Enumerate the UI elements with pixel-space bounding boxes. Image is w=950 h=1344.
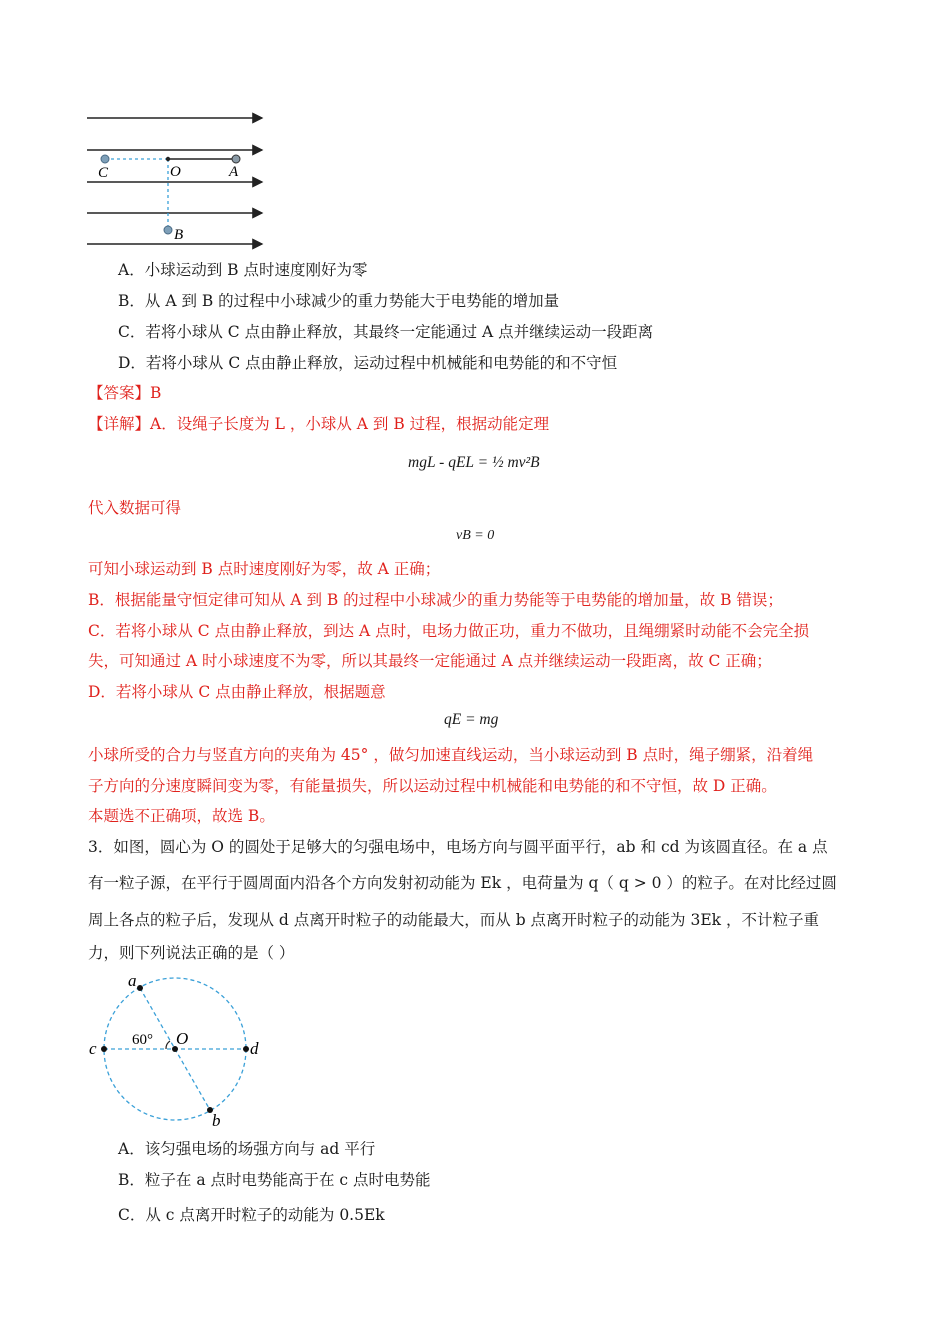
question-3-stem: 有一粒子源，在平行于圆周面内沿各个方向发射初动能为 Ek ，电荷量为 q（ q > 0 ）的粒子。在对比经过圆 [88,874,837,892]
detail-line: 失，可知通过 A 时小球速度不为零，所以其最终一定能通过 A 点并继续运动一段距离，故 C 正确； [88,652,772,670]
option-c: C．从 c 点离开时粒子的动能为 0.5Ek [118,1206,385,1224]
label-a: a [128,972,137,990]
question-3-stem: 3．如图，圆心为 O 的圆处于足够大的匀强电场中，电场方向与圆平面平行，ab 和 cd 为该圆直径。在 a 点 [88,838,828,856]
ball-c [101,155,109,163]
point-c [101,1046,107,1052]
pivot-point [166,157,170,161]
detail-line: 代入数据可得 [88,499,182,517]
label-a: A [229,164,239,180]
ball-b [164,226,172,234]
angle-label: 60° [132,1032,153,1048]
label-o: O [176,1029,189,1048]
label-b: b [212,1111,221,1130]
question-3-stem: 周上各点的粒子后，发现从 d 点离开时粒子的动能最大，而从 b 点离开时粒子的动能为 3Ek ，不计粒子重 [88,911,819,929]
option-d: D．若将小球从 C 点由静止释放，运动过程中机械能和电势能的和不守恒 [118,354,618,372]
detail-line: 可知小球运动到 B 点时速度刚好为零，故 A 正确； [88,560,441,578]
detail-line: D．若将小球从 C 点由静止释放，根据题意 [88,683,386,701]
option-c: C．若将小球从 C 点由静止释放，其最终一定能通过 A 点并继续运动一段距离 [118,323,654,341]
option-b: B．从 A 到 B 的过程中小球减少的重力势能大于电势能的增加量 [118,292,560,310]
detail-line: 小球所受的合力与竖直方向的夹角为 45° ，做匀加速直线运动，当小球运动到 B 点时，绳子绷紧，沿着绳 [88,746,814,764]
point-d [243,1046,249,1052]
detail-line: C．若将小球从 C 点由静止释放，到达 A 点时，电场力做正功，重力不做功，且绳绷紧时动能不会完全损 [88,622,810,640]
equation-qe: qE = mg [444,711,499,728]
option-b: B．粒子在 a 点时电势能高于在 c 点时电势能 [118,1171,431,1189]
question-3-stem: 力，则下列说法正确的是（ ） [88,944,295,962]
equation-energy: mgL - qEL = ½ mv²B [408,454,540,471]
label-c: c [89,1039,97,1058]
label-c: C [98,165,109,181]
detail-line: 本题选不正确项，故选 B。 [88,807,275,825]
detail-line: 子方向的分速度瞬间变为零，有能量损失，所以运动过程中机械能和电势能的和不守恒，故 D 正确。 [88,777,777,795]
field-figure [84,108,274,258]
option-a: A．该匀强电场的场强方向与 ad 平行 [118,1140,376,1158]
angle-arc [166,1041,170,1049]
answer: 【答案】B [88,384,162,402]
point-a [137,985,143,991]
label-b: B [174,227,184,243]
detail-line: 【详解】A．设绳子长度为 L ，小球从 A 到 B 过程，根据动能定理 [88,415,550,433]
option-a: A．小球运动到 B 点时速度刚好为零 [118,261,368,279]
circle-figure [86,972,276,1130]
detail-line: B．根据能量守恒定律可知从 A 到 B 的过程中小球减少的重力势能等于电势能的增加量，故 B 错误； [88,591,783,609]
equation-vb: vB = 0 [456,528,495,543]
ball-a [232,155,240,163]
label-d: d [250,1039,259,1058]
label-o: O [170,164,181,180]
